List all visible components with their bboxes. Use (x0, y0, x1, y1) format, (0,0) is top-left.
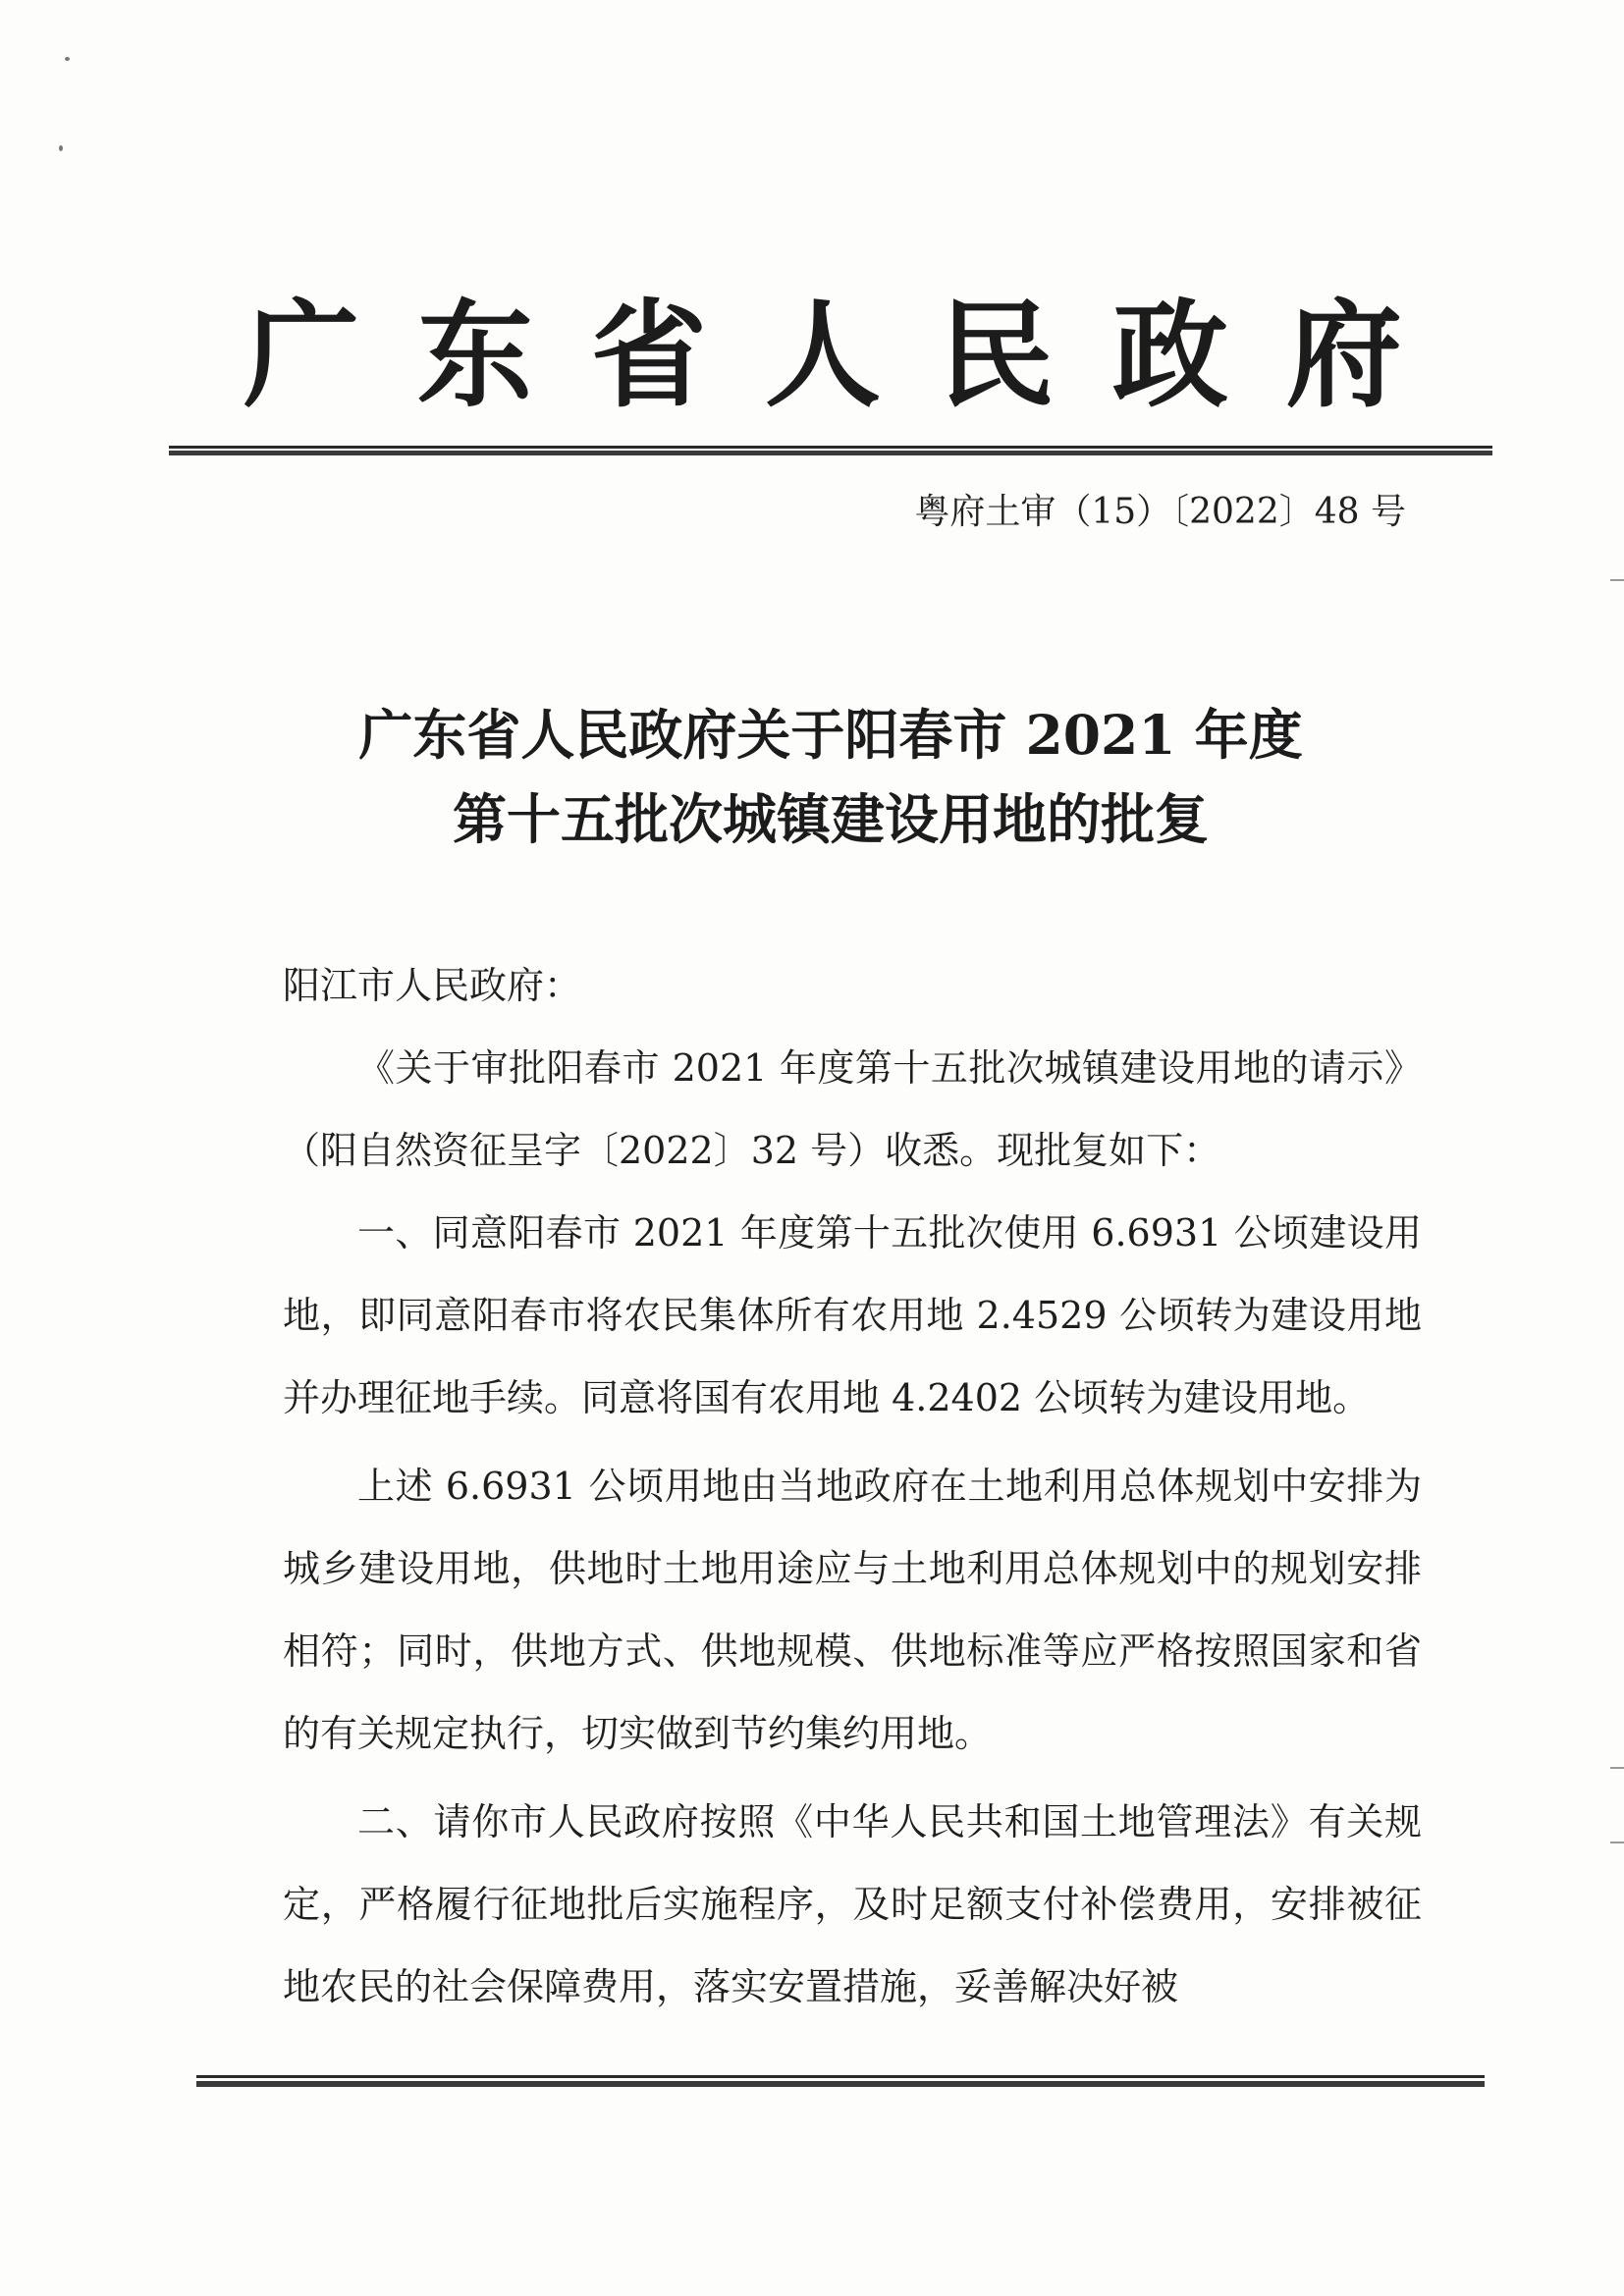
scan-edge-mark (1610, 1767, 1624, 1769)
salutation: 阳江市人民政府： (283, 964, 582, 1007)
document-body (283, 944, 1422, 2028)
body-paragraph: 《关于审批阳春市 2021 年度第十五批次城镇建设用地的请示》（阳自然资征呈字〔2022〕32 号）收悉。现批复如下： (283, 1046, 1422, 1172)
issuer-char: 人 (764, 287, 881, 423)
body-paragraph: 二、请你市人民政府按照《中华人民共和国土地管理法》有关规定，严格履行征地批后实施程序，及时足额支付补偿费用，安排被征地农民的社会保障费用，落实安置措施，妥善解决好被 (283, 1800, 1422, 2008)
document-number: 粤府土审（15）〔2022〕48 号 (914, 492, 1406, 532)
issuer-char: 府 (1285, 287, 1402, 423)
scan-edge-mark (1610, 1842, 1624, 1843)
scan-speck (65, 57, 70, 61)
scan-edge-mark (1610, 579, 1624, 581)
issuer-char: 民 (938, 287, 1055, 423)
issuer-heading (244, 287, 1402, 424)
issuer-char: 省 (590, 287, 707, 423)
footer-divider (196, 2075, 1485, 2087)
document-title-line: 广东省人民政府关于阳春市 2021 年度 (358, 703, 1303, 767)
issuer-char: 政 (1111, 287, 1228, 423)
body-paragraph: 上述 6.6931 公顷用地由当地政府在土地利用总体规划中安排为城乡建设用地，供地时土地用途应与土地利用总体规划中的规划安排相符；同时，供地方式、供地规模、供地标准等应严格按照国家和省的有关规定执行，切实做到节约集约用地。 (283, 1465, 1422, 1755)
issuer-char: 东 (416, 287, 533, 423)
body-paragraph: 一、同意阳春市 2021 年度第十五批次使用 6.6931 公顷建设用地，即同意阳春市将农民集体所有农用地 2.4529 公顷转为建设用地并办理征地手续。同意将国有农用地 4.2402 公顷转为建设用地。 (283, 1211, 1422, 1419)
document-title-line: 第十五批次城镇建设用地的批复 (452, 787, 1209, 851)
header-divider (169, 446, 1492, 455)
scan-speck (59, 145, 63, 151)
document-title (169, 693, 1492, 862)
issuer-char: 广 (244, 287, 360, 423)
